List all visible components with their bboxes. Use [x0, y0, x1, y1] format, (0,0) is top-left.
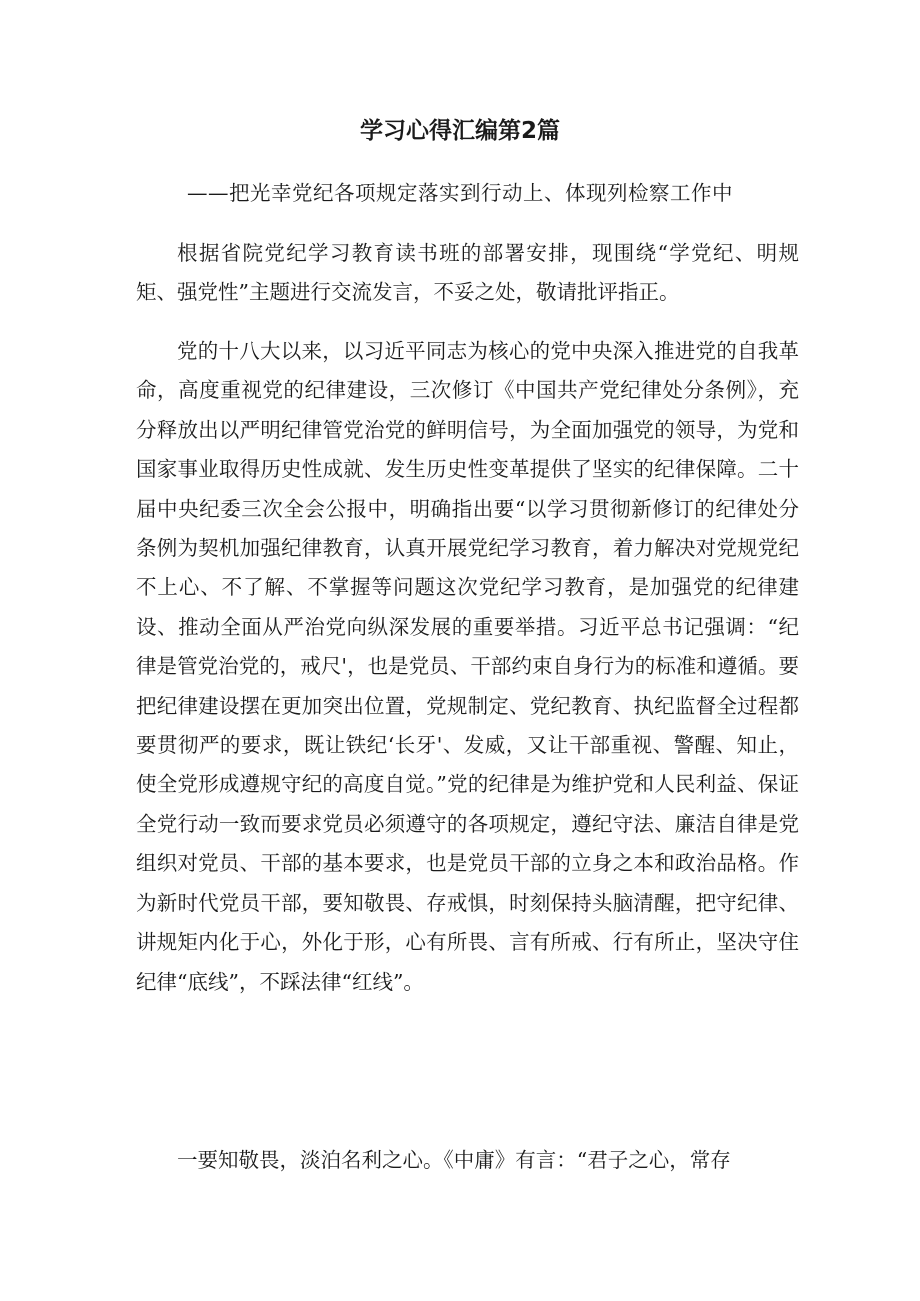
document-subtitle: ——把光幸党纪各项规定落实到行动上、体现列检察工作中	[187, 181, 733, 205]
paragraph-intro: 根据省院党纪学习教育读书班的部署安排，现围绕“学党纪、明规矩、强党性”主题进行交流发言，不妥之处，敬请批评指正。	[136, 241, 799, 305]
paragraph-point-one: 一要知敬畏，淡泊名利之心。《中庸》有言：“君子之心，常存	[177, 1148, 731, 1172]
paragraph-body: 党的十八大以来，以习近平同志为核心的党中央深入推进党的自我革命，高度重视党的纪律建设，三次修订《中国共产党纪律处分条例》，充分释放出以严明纪律管党治党的鲜明信号，为全面加强党的领导，为党和国家事业取得历史性成就、发生历史性变革提供了坚实的纪律保障。二十届中央纪委三次全会公报中，明确指出要“以学习贯彻新修订的纪律处分条例为契机加强纪律教育，认真开展党纪学习教育，着力解决对党规党纪不上心、不了解、不掌握等问题这次党纪学习教育，是加强党的纪律建设、推动全面从严治党向纵深发展的重要举措。习近平总书记强调：“纪律是管党治党的，戒尺'，也是党员、干部约束自身行为的标准和遵循。要把纪律建设摆在更加突出位置，党规制定、党纪教育、执纪监督全过程都要贯彻严的要求，既让铁纪‘长牙'、发威，又让干部重视、警醒、知止，使全党形成遵规守纪的高度自觉。”党的纪律是为维护党和人民利益、保证全党行动一致而要求党员必须遵守的各项规定，遵纪守法、廉洁自律是党组织对党员、干部的基本要求，也是党员干部的立身之本和政治品格。作为新时代党员干部，要知敬畏、存戒惧，时刻保持头脑清醒，把守纪律、讲规矩内化于心，外化于形，心有所畏、言有所戒、行有所止，坚决守住纪律“底线”，不踩法律“红线”。	[136, 339, 799, 994]
document-title: 学习心得汇编第2篇	[359, 118, 560, 144]
